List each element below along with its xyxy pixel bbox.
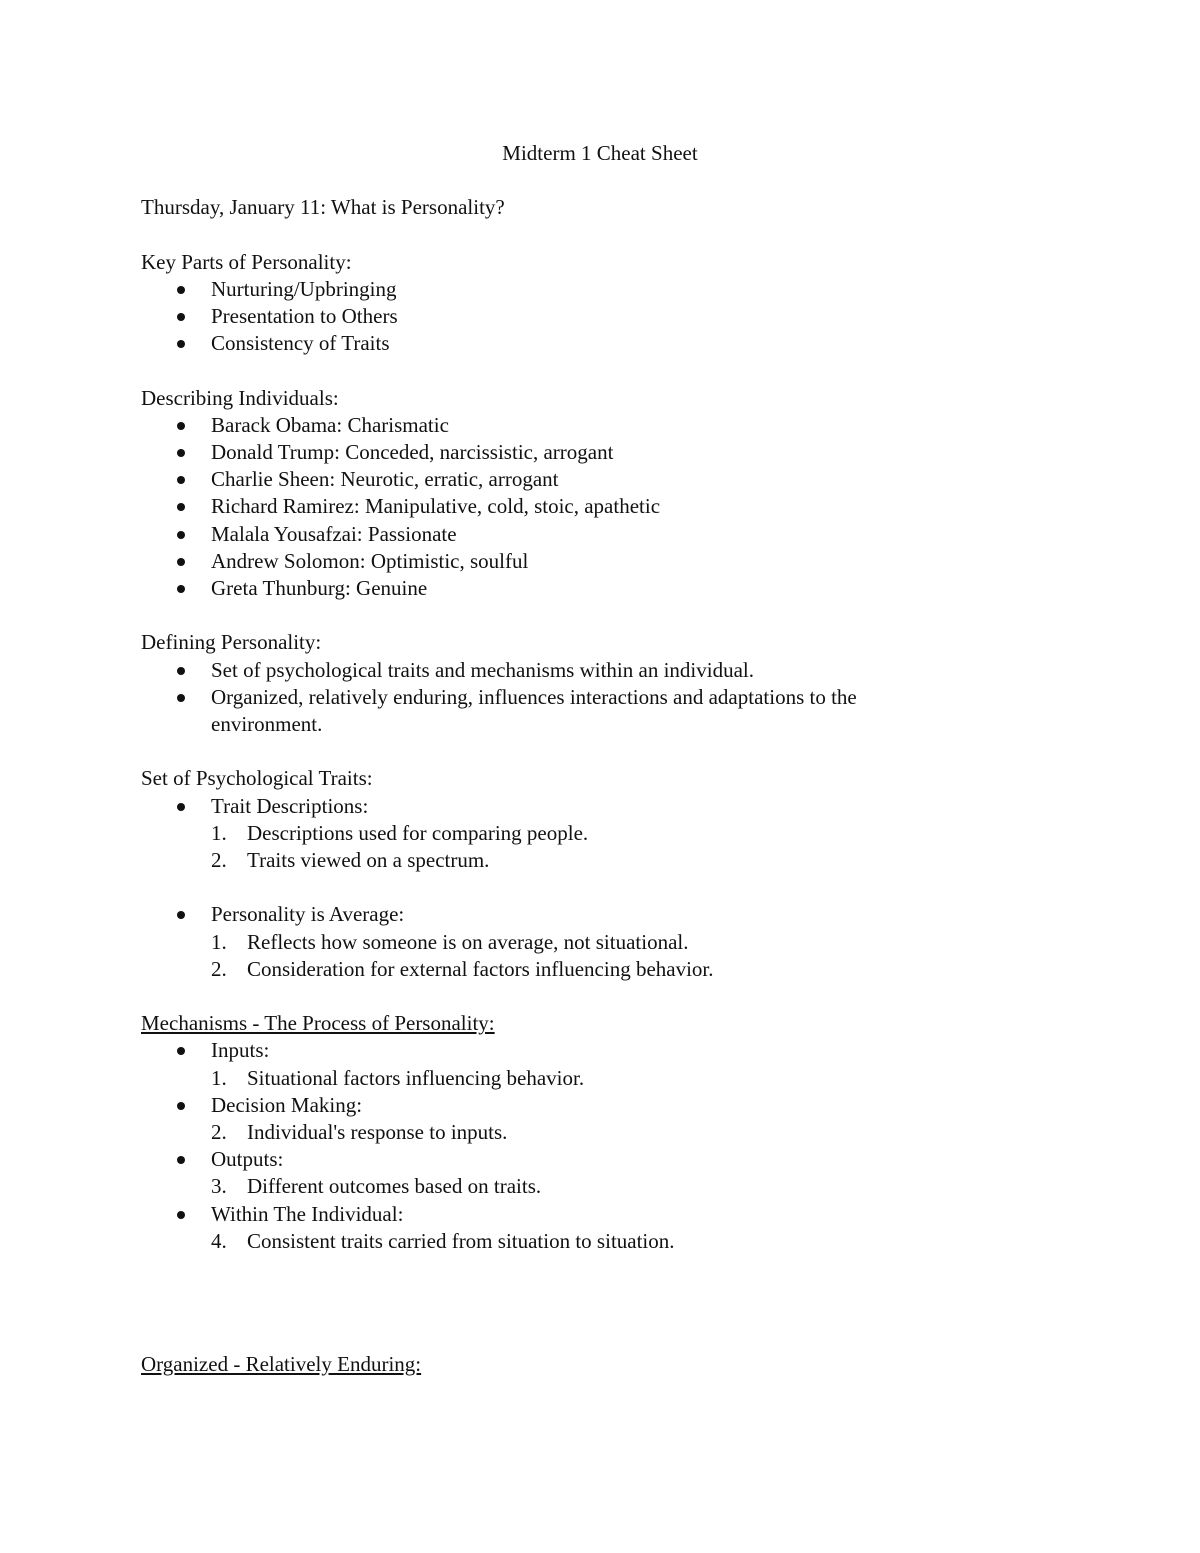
list-item: Inputs: bbox=[141, 1037, 961, 1064]
item-text: Descriptions used for comparing people. bbox=[247, 820, 589, 845]
date-heading: Thursday, January 11: What is Personality? bbox=[141, 195, 505, 220]
traits-heading: Set of Psychological Traits: bbox=[141, 766, 373, 791]
item-number: 1. bbox=[211, 929, 227, 954]
list-item: Charlie Sheen: Neurotic, erratic, arrogant bbox=[141, 466, 961, 493]
item-text: Traits viewed on a spectrum. bbox=[247, 848, 490, 873]
list-item: Set of psychological traits and mechanisms within an individual. bbox=[141, 657, 961, 684]
list-item: Decision Making: bbox=[141, 1092, 961, 1119]
item-number: 2. bbox=[211, 956, 227, 981]
numbered-item bbox=[141, 929, 961, 956]
item-number: 3. bbox=[211, 1174, 227, 1199]
numbered-item bbox=[141, 1119, 961, 1146]
list-item: Personality is Average: bbox=[141, 901, 961, 928]
item-text: Reflects how someone is on average, not situational. bbox=[247, 929, 689, 954]
list-item: Within The Individual: bbox=[141, 1201, 961, 1228]
list-item: Andrew Solomon: Optimistic, soulful bbox=[141, 548, 961, 575]
document-page bbox=[141, 140, 961, 1378]
list-item: Donald Trump: Conceded, narcissistic, arrogant bbox=[141, 439, 961, 466]
list-item: Richard Ramirez: Manipulative, cold, stoic, apathetic bbox=[141, 493, 961, 520]
item-number: 4. bbox=[211, 1228, 227, 1253]
describing-heading: Describing Individuals: bbox=[141, 385, 339, 410]
item-number: 1. bbox=[211, 1065, 227, 1090]
list-item: Consistency of Traits bbox=[141, 330, 961, 357]
mechanisms-heading: Mechanisms - The Process of Personality: bbox=[141, 1011, 495, 1036]
document-title: Midterm 1 Cheat Sheet bbox=[502, 141, 698, 165]
numbered-item bbox=[141, 956, 961, 983]
item-text: Different outcomes based on traits. bbox=[247, 1174, 542, 1199]
item-number: 2. bbox=[211, 1120, 227, 1145]
list-item: Greta Thunburg: Genuine bbox=[141, 575, 961, 602]
item-text: Consistent traits carried from situation to situation. bbox=[247, 1228, 675, 1253]
item-text: Individual's response to inputs. bbox=[247, 1120, 508, 1145]
list-item: Trait Descriptions: bbox=[141, 793, 961, 820]
list-item: Malala Yousafzai: Passionate bbox=[141, 521, 961, 548]
numbered-item bbox=[141, 1065, 961, 1092]
item-text: Situational factors influencing behavior. bbox=[247, 1065, 585, 1090]
list-item: Outputs: bbox=[141, 1146, 961, 1173]
item-number: 1. bbox=[211, 820, 227, 845]
list-item: Barack Obama: Charismatic bbox=[141, 412, 961, 439]
key-parts-heading: Key Parts of Personality: bbox=[141, 249, 352, 274]
item-text: Consideration for external factors influencing behavior. bbox=[247, 956, 714, 981]
numbered-item bbox=[141, 1228, 961, 1255]
list-item: Organized, relatively enduring, influences interactions and adaptations to the environment. bbox=[141, 684, 971, 738]
numbered-item bbox=[141, 847, 961, 874]
list-item: Presentation to Others bbox=[141, 303, 961, 330]
defining-heading: Defining Personality: bbox=[141, 630, 322, 655]
organized-heading: Organized - Relatively Enduring: bbox=[141, 1352, 422, 1377]
list-item: Nurturing/Upbringing bbox=[141, 276, 961, 303]
numbered-item bbox=[141, 1173, 961, 1200]
numbered-item bbox=[141, 820, 961, 847]
item-number: 2. bbox=[211, 848, 227, 873]
